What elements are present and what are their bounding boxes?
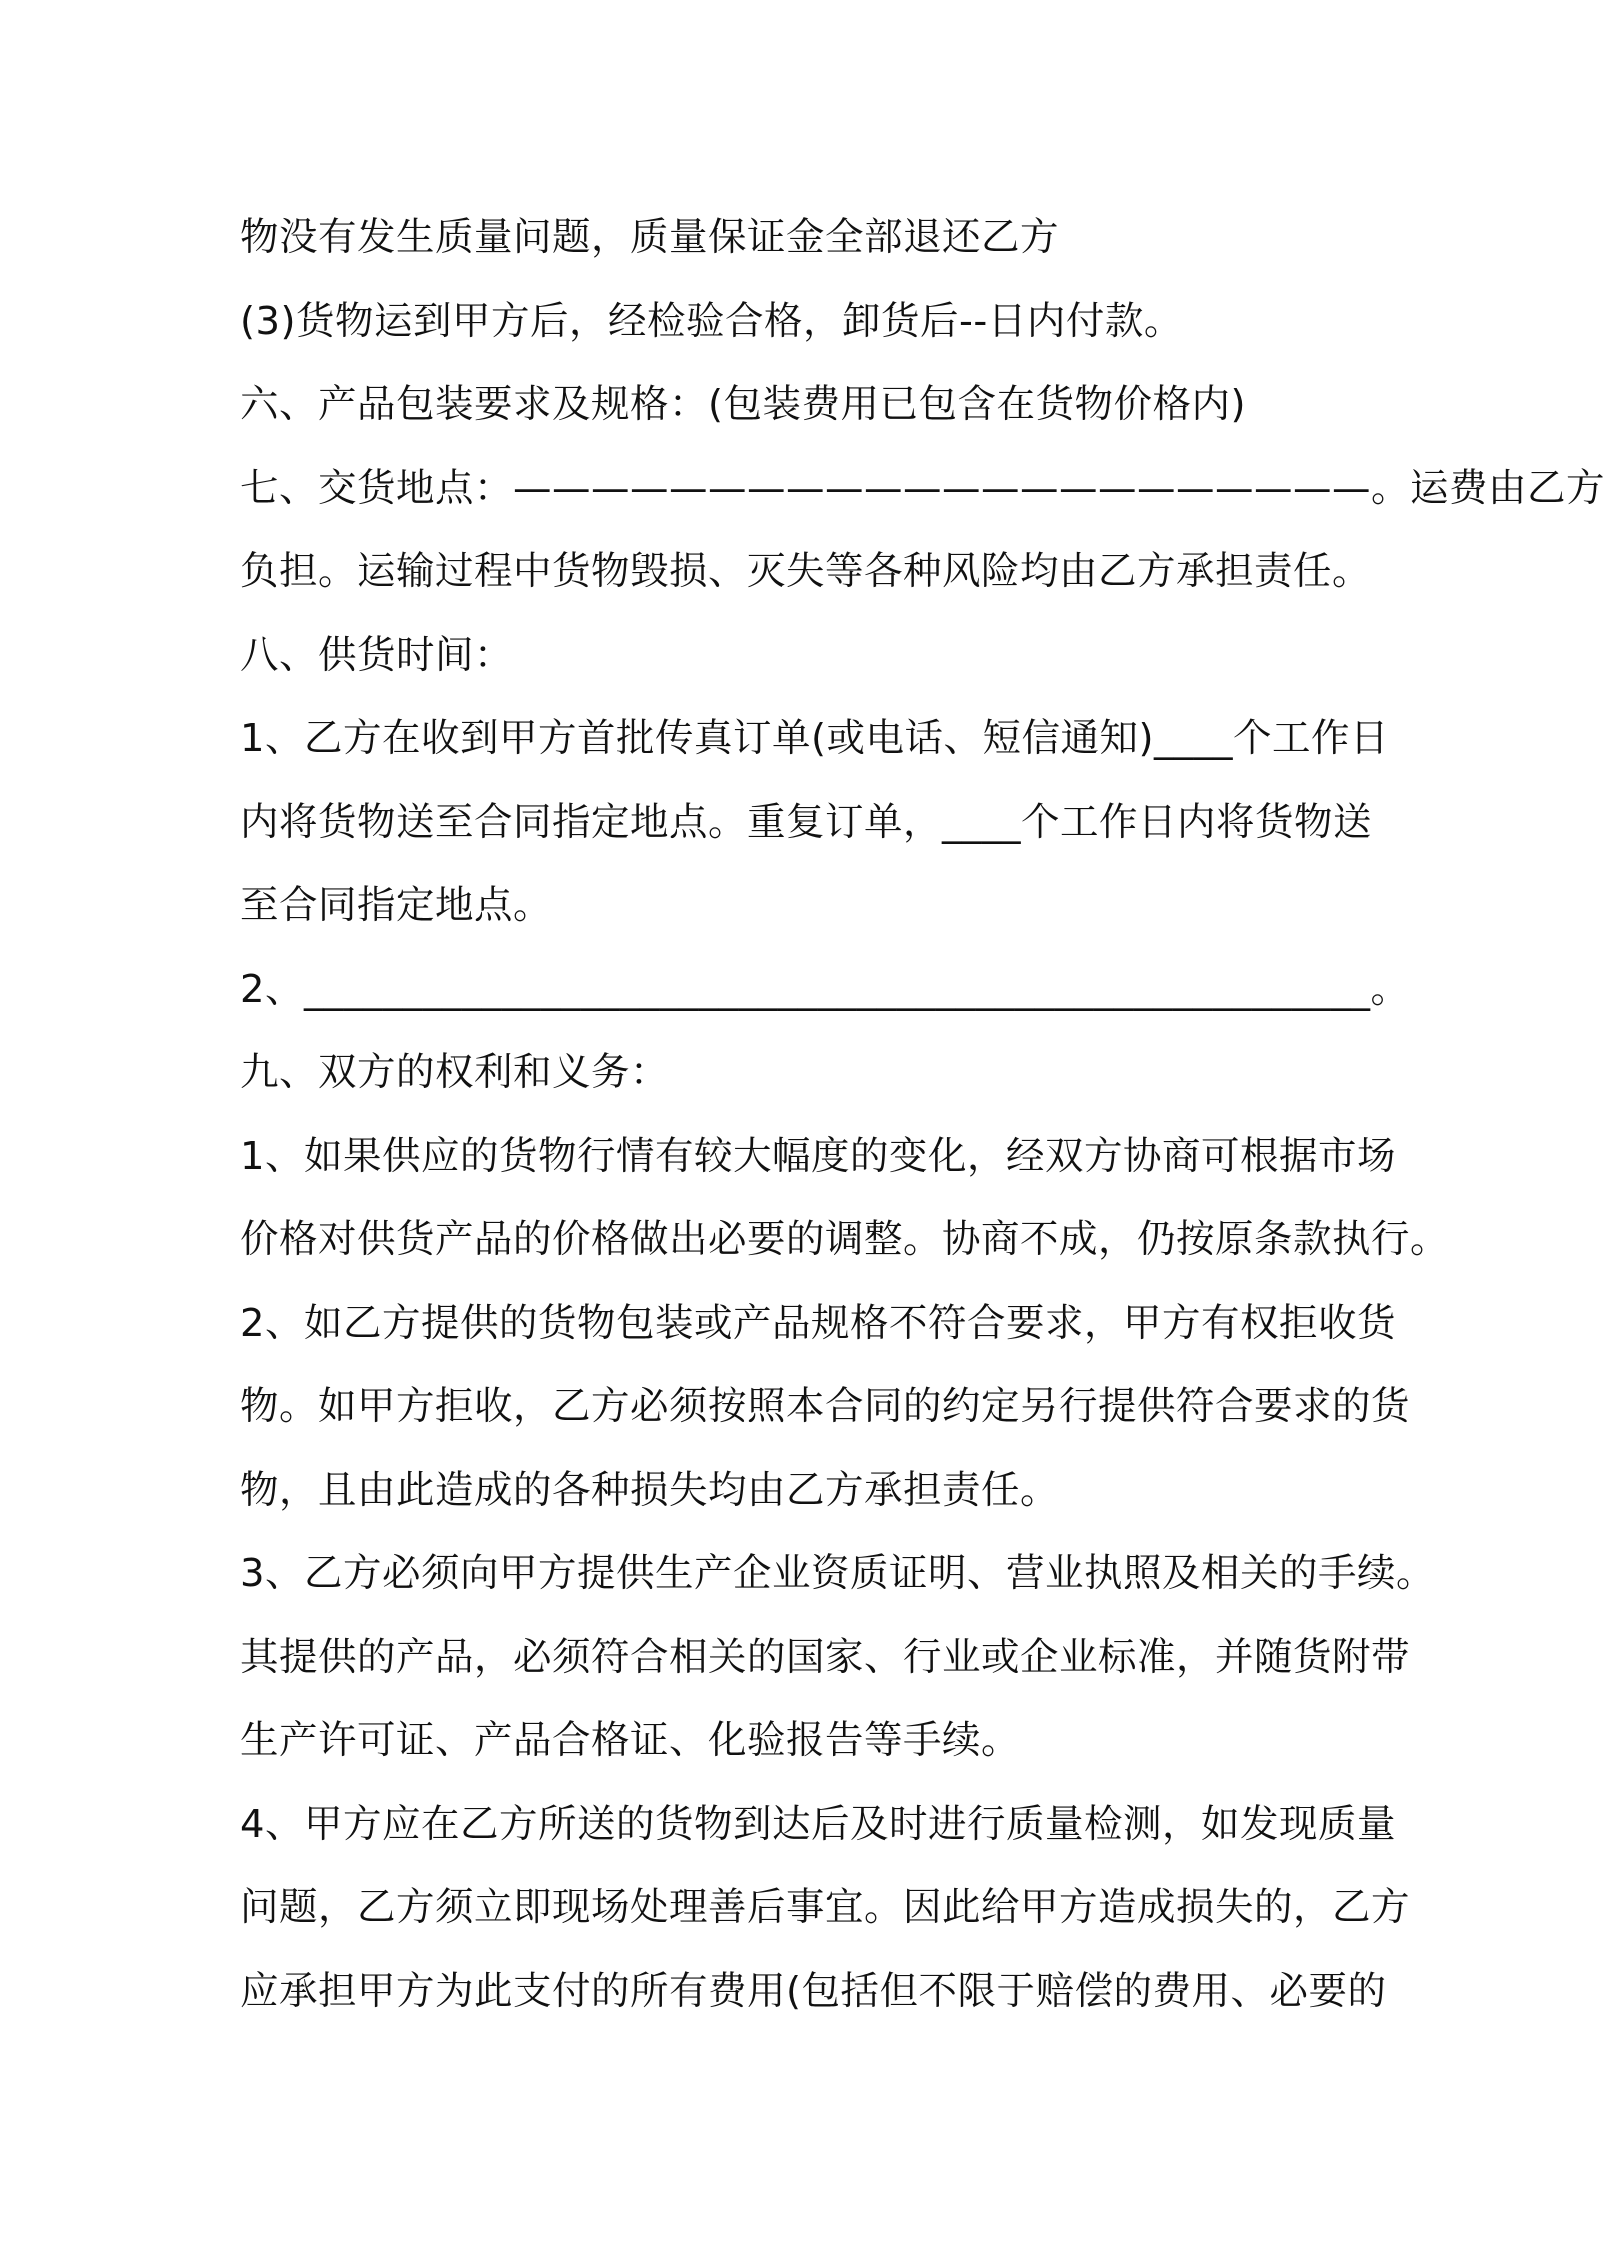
contract-text-block [240, 196, 1605, 2033]
text-line-2: (3)货物运到甲方后，经检验合格，卸货后--日内付款。 [240, 298, 1183, 344]
text-line-22: 应承担甲方为此支付的所有费用(包括但不限于赔偿的费用、必要的 [240, 1968, 1387, 2014]
text-line-7: 1、乙方在收到甲方首批传真订单(或电话、短信通知)____个工作日 [240, 716, 1390, 761]
text-line-17: 3、乙方必须向甲方提供生产企业资质证明、营业执照及相关的手续。 [240, 1551, 1435, 1596]
section-eight-heading: 八、供货时间： [240, 632, 514, 678]
section-seven-heading: 七、交货地点：——————————————————————。运费由乙方 [240, 465, 1605, 511]
text-line-20: 4、甲方应在乙方所送的货物到达后及时进行质量检测，如发现质量 [240, 1801, 1396, 1847]
text-line-12: 1、如果供应的货物行情有较大幅度的变化，经双方协商可根据市场 [240, 1133, 1396, 1179]
text-line-21: 问题，乙方须立即现场处理善后事宜。因此给甲方造成损失的，乙方 [240, 1885, 1411, 1930]
text-line-10: 2、______________________________________________________。 [240, 966, 1410, 1012]
text-line-18: 其提供的产品，必须符合相关的国家、行业或企业标准，并随货附带 [240, 1634, 1411, 1680]
text-line-1: 物没有发生质量问题，质量保证金全部退还乙方 [240, 215, 1060, 260]
section-nine-heading: 九、双方的权利和义务： [240, 1050, 670, 1095]
text-line-5: 负担。运输过程中货物毁损、灭失等各种风险均由乙方承担责任。 [240, 549, 1372, 594]
section-six-heading: 六、产品包装要求及规格：(包装费用已包含在货物价格内) [240, 382, 1247, 427]
text-line-13: 价格对供货产品的价格做出必要的调整。协商不成，仍按原条款执行。 [240, 1217, 1450, 1262]
text-line-16: 物，且由此造成的各种损失均由乙方承担责任。 [240, 1467, 1060, 1513]
text-line-15: 物。如甲方拒收，乙方必须按照本合同的约定另行提供符合要求的货 [240, 1384, 1411, 1429]
text-line-19: 生产许可证、产品合格证、化验报告等手续。 [240, 1718, 1021, 1763]
text-line-14: 2、如乙方提供的货物包装或产品规格不符合要求，甲方有权拒收货 [240, 1300, 1396, 1346]
text-line-8: 内将货物送至合同指定地点。重复订单，____个工作日内将货物送 [240, 799, 1373, 845]
text-line-9: 至合同指定地点。 [240, 883, 553, 928]
